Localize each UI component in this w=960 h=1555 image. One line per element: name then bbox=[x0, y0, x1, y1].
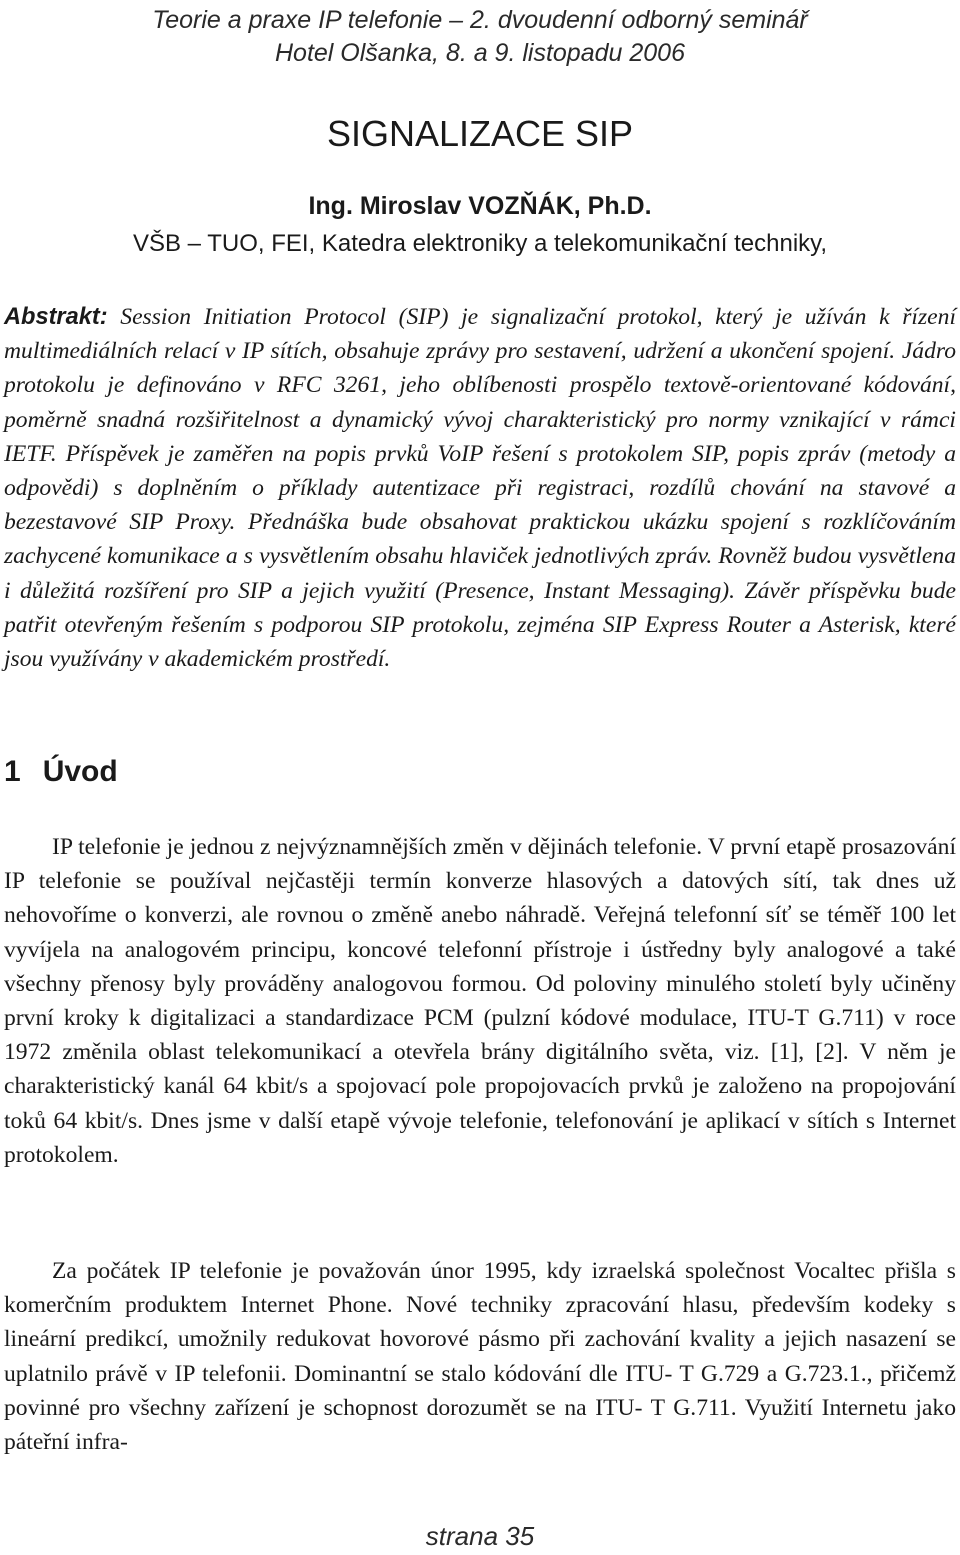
section-heading bbox=[4, 752, 118, 792]
paper-author: Ing. Miroslav VOZŇÁK, Ph.D. bbox=[308, 192, 652, 220]
page-number: strana 35 bbox=[425, 1521, 535, 1551]
section-title: Úvod bbox=[42, 755, 118, 788]
header-venue-line: Hotel Olšanka, 8. a 9. listopadu 2006 bbox=[275, 39, 685, 67]
header-seminar-line: Teorie a praxe IP telefonie – 2. dvoudenní odborný seminář bbox=[152, 6, 808, 34]
running-header bbox=[0, 4, 960, 70]
author-affiliation: VŠB – TUO, FEI, Katedra elektroniky a telekomunikační techniky, bbox=[132, 230, 828, 257]
abstract-label: Abstrakt: bbox=[4, 304, 108, 330]
abstract bbox=[4, 300, 956, 676]
body-paragraph: IP telefonie je jednou z nejvýznamnějších změn v dějinách telefonie. V první etapě prosazování IP telefonie se používal nejčastěji termín konverze hlasových a datových sítí, tak dnes už nehovoříme o konverzi, ale rovnou o změně anebo náhradě. Veřejná telefonní síť se téměř 100 let vyvíjela na analogovém principu, koncové telefonní přístroje i ústředny byly analogové a také všechny přenosy byly prováděny analogovou formou. Od poloviny minulého století byly učiněny první kroky k digitalizaci a standardizace PCM (pulzní kódové modulace, ITU-T G.711) v roce 1972 změnila oblast telekomunikací a otevřela brány digitálního světa, viz. [1], [2]. V něm je charakteristický kanál 64 kbit/s a spojovací pole propojovacích prvků je založeno na propojování toků 64 kbit/s. Dnes jsme v další etapě vývoje telefonie, telefonování je aplikací v sítích s Internet protokolem. bbox=[4, 834, 956, 1168]
body-paragraph: Za počátek IP telefonie je považován únor 1995, kdy izraelská společnost Vocaltec přišla s komerčním produktem Internet Phone. Nové techniky zpracování hlasu, především kodeky s lineární predikcí, umožnily redukovat hovorové pásmo při zachování kvality a jejich nasazení se uplatnilo právě v IP telefonii. Dominantní se stalo kódování dle ITU- T G.729 a G.723.1., přičemž povinné pro všechny zařízení je schopnost dorozumět se na ITU- T G.711. Využití Internetu jako páteřní infra- bbox=[4, 1258, 956, 1456]
abstract-text: Session Initiation Protocol (SIP) je signalizační protokol, který je užíván k řízení multimediálních relací v IP sítích, obsahuje zprávy pro sestavení, udržení a ukončení spojení. Jádro protokolu je definováno v RFC 3261, jeho oblíbenosti prospělo textově-orientované kódování, poměrně snadná rozšiřitelnost a dynamický vývoj charakteristický pro normy vznikající v rámci IETF. Příspěvek je zaměřen na popis prvků VoIP řešení s protokolem SIP, popis zpráv (metody a odpovědi) s doplněním o příklady autentizace při registraci, rozdílů chování na stavové a bezestavové SIP Proxy. Přednáška bude obsahovat praktickou ukázku spojení s rozklíčováním zachycené komunikace a s vysvětlením obsahu hlaviček jednotlivých zpráv. Rovněž budou vysvětlena i důležitá rozšíření pro SIP a jejich využití (Presence, Instant Messaging). Závěr příspěvku bude patřit otevřeným řešením s podporou SIP protokolu, zejména SIP Express Router a Asterisk, které jsou využívány v akademickém prostředí. bbox=[4, 304, 956, 673]
section-number: 1 bbox=[4, 755, 21, 788]
paper-title: SIGNALIZACE SIP bbox=[326, 113, 634, 154]
